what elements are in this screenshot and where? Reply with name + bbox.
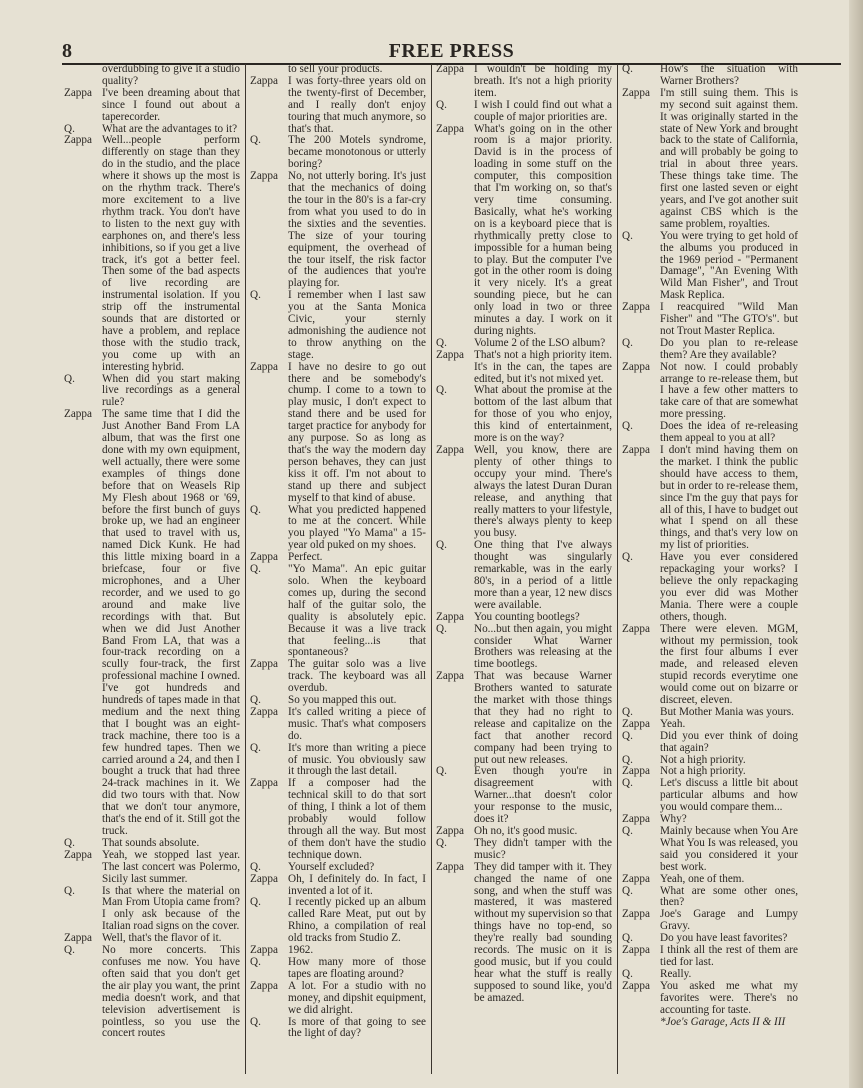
- speaker-label: Q.: [250, 955, 261, 968]
- speaker-label: Zappa: [436, 444, 464, 456]
- speaker-label: Q.: [622, 753, 633, 766]
- speaker-label: Zappa: [622, 979, 650, 992]
- interview-entry: [248, 505, 426, 553]
- interview-entry: [62, 945, 240, 1040]
- interview-entry: [434, 64, 612, 100]
- speaker-label: Q.: [622, 729, 633, 742]
- entry-text: It's more than writing a piece of music. You obviously saw it through the last detail.: [288, 741, 426, 778]
- interview-entry: [620, 231, 798, 302]
- interview-entry: [434, 624, 612, 672]
- speaker-label: [62, 64, 102, 88]
- entry-text: Is that where the material on Man From Utopia came from? I only ask because of the Italian road signs on the cover.: [102, 884, 240, 933]
- speaker-label: Zappa: [250, 944, 278, 957]
- entry-text: What about the promise at the bottom of the last album that for those of you who enjoy, this kind of entertainment, more is on the way?: [474, 384, 612, 445]
- entry-text: Yeah, we stopped last year. The last concert was Polermo, Sicily last summer.: [102, 848, 240, 885]
- speaker-label: Zappa: [64, 86, 92, 99]
- speaker-label: Q.: [436, 622, 447, 635]
- interview-entry: [620, 302, 798, 338]
- entry-text: I've been dreaming about that since I found out about a taperecorder.: [102, 86, 240, 123]
- speaker-label: Zappa: [250, 705, 278, 718]
- interview-entry: [248, 707, 426, 743]
- entry-text: Let's discuss a little bit about particular albums and how you would compare them...: [660, 777, 798, 814]
- interview-entry: [620, 88, 798, 231]
- entry-text: Not a high priority.: [660, 753, 746, 766]
- interview-entry: [434, 766, 612, 826]
- entry-text: When did you start making live recordings as a general rule?: [102, 372, 240, 409]
- speaker-label: Zappa: [622, 765, 650, 778]
- interview-entry: [620, 421, 798, 445]
- speaker-label: Q.: [622, 825, 633, 837]
- speaker-label: Q.: [622, 551, 633, 564]
- entry-text: The guitar solo was a live track. The keyboard was all overdub.: [288, 658, 426, 695]
- entry-text: A lot. For a studio with no money, and dipshit equipment, we did alright.: [288, 979, 426, 1016]
- interview-entry: [434, 124, 612, 338]
- interview-entry: [620, 362, 798, 422]
- speaker-label: Zappa: [436, 860, 464, 873]
- speaker-label: Q.: [64, 372, 75, 385]
- column-1: [62, 64, 240, 1074]
- column-2: [248, 64, 426, 1074]
- speaker-label: Q.: [250, 289, 261, 302]
- interview-entry: [62, 88, 240, 124]
- entry-text: Did you ever think of doing that again?: [660, 729, 798, 754]
- entry-text: Why?: [660, 813, 687, 826]
- entry-text: to sell your products.: [288, 64, 383, 75]
- speaker-label: Q.: [250, 563, 261, 576]
- interview-entry: [248, 290, 426, 361]
- interview-entry: [434, 338, 612, 350]
- entry-text: "Yo Mama". An epic guitar solo. When the keyboard comes up, during the second half of the guitar solo, the quality is absolutely epic. Because it was a live track that feeling...is that spontaneous?: [288, 563, 426, 659]
- speaker-label: Q.: [622, 777, 633, 790]
- interview-entry: [620, 552, 798, 623]
- interview-entry: [62, 409, 240, 838]
- speaker-label: Zappa: [250, 872, 278, 885]
- column-divider: [617, 64, 618, 1074]
- entry-text: Really.: [660, 967, 692, 980]
- footnote-text: *Joe's Garage, Acts II & III: [660, 1015, 786, 1028]
- speaker-label: Q.: [250, 741, 261, 754]
- interview-entry: [620, 778, 798, 814]
- interview-entry: [620, 719, 798, 731]
- entry-text: No more concerts. This confuses me now. You have often said that you don't get the air play you want, the print media doesn't work, and that television advertisement is pointless, so you use the concert routes: [102, 944, 240, 1040]
- interview-entry: [620, 945, 798, 969]
- entry-text: I wish I could find out what a couple of major priorities are.: [474, 98, 612, 123]
- interview-entry: [62, 135, 240, 373]
- speaker-label: Zappa: [436, 122, 464, 135]
- speaker-label: Q.: [622, 229, 633, 242]
- interview-entry: [248, 76, 426, 136]
- speaker-label: Q.: [622, 932, 633, 945]
- speaker-label: Q.: [250, 1015, 261, 1028]
- entry-text: I was forty-three years old on the twenty-first of December, and I really don't enjoy touring that much anymore, so that's that.: [288, 74, 426, 135]
- entry-text: That was because Warner Brothers wanted to saturate the market with those things that they had no right to release and capitalize on the fact that another record company had been trying to put out new releases.: [474, 670, 612, 766]
- page-number: 8: [62, 40, 72, 62]
- speaker-label: Zappa: [622, 444, 650, 456]
- speaker-label: Zappa: [622, 717, 650, 730]
- entry-text: Joe's Garage and Lumpy Gravy.: [660, 908, 798, 933]
- speaker-label: Q.: [250, 503, 261, 516]
- interview-entry: [62, 850, 240, 886]
- interview-entry: [434, 445, 612, 540]
- entry-text: No, not utterly boring. It's just that the mechanics of doing the tour in the 80's is a far-cry from what you used to do in the sixties and the seventies. The size of your touring equipment, the overhead of the tour itself, the risk factor of the audiences that you're playing for.: [288, 170, 426, 290]
- interview-entry: [434, 671, 612, 766]
- interview-entry: [620, 886, 798, 910]
- entry-text: I remember when I last saw you at the Santa Monica Civic, your sternly admonishing the audience not to throw anything on the stage.: [288, 289, 426, 361]
- interview-entry: [620, 338, 798, 362]
- entry-text: I recently picked up an album called Rare Meat, put out by Rhino, a compilation of real old tracks from Studio Z.: [288, 896, 426, 945]
- speaker-label: Zappa: [64, 134, 92, 147]
- interview-entry: [620, 445, 798, 552]
- entry-text: Not now. I could probably arrange to re-release them, but I have a few other matters to take care of that are somewhat more pressing.: [660, 360, 798, 421]
- speaker-label: Q.: [64, 836, 75, 849]
- article-columns: [62, 64, 842, 1074]
- speaker-label: Q.: [250, 896, 261, 909]
- entry-text: overdubbing to give it a studio quality?: [102, 64, 240, 87]
- interview-entry: [248, 362, 426, 505]
- interview-entry: [620, 1017, 798, 1029]
- speaker-label: Q.: [622, 967, 633, 980]
- column-divider: [245, 64, 246, 1074]
- entry-text: That's not a high priority item. It's in the can, the tapes are edited, but it's not mixed yet.: [474, 348, 612, 385]
- speaker-label: [620, 1017, 660, 1029]
- speaker-label: Zappa: [250, 979, 278, 992]
- speaker-label: Q.: [250, 860, 261, 873]
- entry-text: The same time that I did the Just Another Band From LA album, that was the first one done with my own equipment, well actually, there were some examples of things done before that on Weasels Rip My Flesh about 1968 or '69, before the first bunch of guys broke up, we had an engineer that used to travel with us, named Dick Kunk. He had this little mixing board in a briefcase, four or five microphones, and a Uher recorder, and we used to go around and make live recordings with that. But when we did Just Another Band From LA, that was a four-track recording on a scully four-track, the first professional machine I owned. I've got hundreds and hundreds of tapes made in that medium and the next thing that I bought was an eight-track machine, there too is a few hundred tapes. Then we carried around a 24, and then I bought a truck that had three 24-track machines in it. We did two tours with that. Now that we don't tour anymore, that's the end of it. Still got the truck.: [102, 408, 240, 837]
- entry-text: Volume 2 of the LSO album?: [474, 336, 606, 349]
- interview-entry: [62, 886, 240, 934]
- entry-text: One thing that I've always thought was singularly remarkable, was in the early 80's, in a period of a little more than a year, 12 new discs were available.: [474, 539, 612, 611]
- speaker-label: Q.: [436, 836, 447, 849]
- speaker-label: Zappa: [436, 348, 464, 361]
- interview-entry: [434, 862, 612, 1005]
- speaker-label: Zappa: [250, 360, 278, 373]
- entry-text: How many more of those tapes are floating around?: [288, 955, 426, 980]
- entry-text: If a composer had the technical skill to do that sort of thing, I think a lot of them probably would follow through all the way. But most of them don't have the studio technique down.: [288, 777, 426, 861]
- interview-entry: [248, 957, 426, 981]
- speaker-label: Q.: [436, 98, 447, 111]
- entry-text: The 200 Motels syndrome, became monotonous or utterly boring?: [288, 134, 426, 171]
- entry-text: That sounds absolute.: [102, 836, 200, 849]
- interview-entry: [248, 981, 426, 1017]
- entry-text: 1962.: [288, 944, 314, 957]
- speaker-label: Zappa: [622, 908, 650, 921]
- interview-entry: [248, 874, 426, 898]
- speaker-label: Zappa: [622, 872, 650, 885]
- speaker-label: Zappa: [64, 408, 92, 421]
- speaker-label: Zappa: [250, 777, 278, 790]
- speaker-label: Q.: [622, 420, 633, 433]
- interview-entry: [248, 659, 426, 695]
- interview-entry: [434, 838, 612, 862]
- entry-text: I reacquired "Wild Man Fisher" and "The GTO's". but not Trout Master Replica.: [660, 301, 798, 337]
- interview-entry: [620, 909, 798, 933]
- entry-text: Yourself excluded?: [288, 860, 375, 873]
- interview-entry: [434, 350, 612, 386]
- entry-text: It's called writing a piece of music. That's what composers do.: [288, 705, 426, 742]
- speaker-label: Q.: [436, 765, 447, 778]
- speaker-label: Q.: [436, 539, 447, 552]
- speaker-label: Zappa: [436, 670, 464, 683]
- interview-entry: [248, 135, 426, 171]
- entry-text: Well, you know, there are plenty of other things to occupy your mind. There's always the latest Duran Duran release, and anything that really matters to your lifestyle, there's always plenty to keep you busy.: [474, 444, 612, 540]
- entry-text: Well...people perform differently on stage than they do in the studio, and the place where it shows up the most is on the rhythm track. There's more excitement to a live rhythm track. You don't have to listen to the next guy with earphones on, and there's less inhibitions, so if you get a live track, it's got a better feel. Then some of the bad aspects of live recording are instrumental isolation. If you strip off the instrumental sounds that are distorted or have a problem, and replace those with the studio track, you come up with an interesting hybrid.: [102, 134, 240, 373]
- speaker-label: Q.: [64, 884, 75, 897]
- entry-text: No...but then again, you might consider What Warner Brothers was releasing at the time bootlegs.: [474, 622, 612, 671]
- entry-text: What's going on in the other room is a major priority. David is in the process of loading in some stuff on the computer, this composition that I'm working on, so that's very time consuming. Basically, what he's working on is a keyboard piece that is rhythmically pretty close to impossible for a human being to play. But the computer I've got in the other room is doing it very nicely. It's a great sounding piece, but he can only load in two or three minutes a day. I work on it during nights.: [474, 122, 612, 337]
- entry-text: But Mother Mania was yours.: [660, 705, 794, 718]
- entry-text: What you predicted happened to me at the concert. While you played "Yo Mama" a 15-year old puked on my shoes.: [288, 503, 426, 552]
- speaker-label: Zappa: [436, 610, 464, 623]
- interview-entry: [434, 385, 612, 445]
- entry-text: I have no desire to go out there and be somebody's chump. I come to a town to play music, I don't expect to stand there and be used for target practice for anybody for any purpose. So as long as that's the way the modern day person behaves, they can just kiss it off. I'm not about to stand up there and subject myself to that kind of abuse.: [288, 360, 426, 504]
- entry-text: Oh, I definitely do. In fact, I invented a lot of it.: [288, 872, 426, 897]
- entry-text: Not a high priority.: [660, 765, 746, 778]
- interview-entry: [248, 171, 426, 290]
- interview-entry: [620, 731, 798, 755]
- speaker-label: Zappa: [250, 74, 278, 87]
- interview-entry: [248, 778, 426, 861]
- speaker-label: Q.: [436, 384, 447, 397]
- entry-text: There were eleven. MGM, without my permission, took the first four albums I ever made, and released eleven stupid records everytime one would come out on bizarre or discreet, eleven.: [660, 622, 798, 707]
- page-header: [62, 40, 841, 64]
- publication-title: FREE PRESS: [388, 40, 515, 62]
- entry-text: They didn't tamper with the music?: [474, 836, 612, 861]
- entry-text: Does the idea of re-releasing them appeal to you at all?: [660, 420, 798, 445]
- entry-text: I wouldn't be holding my breath. It's not a high priority item.: [474, 64, 612, 99]
- speaker-label: Q.: [250, 694, 261, 707]
- interview-entry: [434, 612, 612, 624]
- entry-text: Oh no, it's good music.: [474, 825, 578, 837]
- speaker-label: Zappa: [622, 301, 650, 314]
- interview-entry: [434, 100, 612, 124]
- entry-text: You counting bootlegs?: [474, 610, 580, 623]
- speaker-label: Zappa: [64, 932, 92, 945]
- entry-text: They did tamper with it. They changed the name of one song, and when the stuff was mastered, it was mastered without my supervision so that things have no top-end, so they're really bad sounding records. The music on it is good music, but if you could hear what the stuff is really supposed to sound like, you'd be amazed.: [474, 860, 612, 1004]
- speaker-label: Q.: [622, 884, 633, 897]
- interview-entry: [620, 826, 798, 874]
- speaker-label: Zappa: [622, 622, 650, 635]
- speaker-label: Zappa: [622, 813, 650, 826]
- speaker-label: Zappa: [250, 170, 278, 183]
- interview-entry: [248, 743, 426, 779]
- entry-text: You were trying to get hold of the albums you produced in the 1969 period - "Permanent Damage", "An Evening With Wild Man Fisher", and Trout Mask Replica.: [660, 229, 798, 302]
- scan-edge: [849, 0, 863, 1088]
- interview-entry: [434, 540, 612, 611]
- interview-entry: [62, 374, 240, 410]
- interview-entry: [248, 564, 426, 659]
- entry-text: I don't mind having them on the market. I think the public should have access to them, but in order to re-release them, since I'm the guy that pays for all of this, I have to budget out what I spend on all these things, and that's very low on my list of priorities.: [660, 444, 798, 552]
- column-3: [434, 64, 612, 1074]
- speaker-label: Zappa: [250, 658, 278, 671]
- interview-entry: [620, 64, 798, 88]
- speaker-label: Q.: [64, 122, 75, 135]
- speaker-label: Q.: [622, 64, 633, 75]
- entry-text: Even though you're in disagreement with Warner...that doesn't color your response to the music, does it?: [474, 765, 612, 826]
- interview-entry: [620, 969, 798, 981]
- speaker-label: Q.: [64, 944, 75, 957]
- entry-text: You asked me what my favorites were. There's no accounting for taste.: [660, 979, 798, 1016]
- speaker-label: Q.: [622, 705, 633, 718]
- entry-text: I think all the rest of them are tied for last.: [660, 944, 798, 968]
- entry-text: Perfect.: [288, 551, 323, 564]
- speaker-label: Q.: [250, 134, 261, 147]
- speaker-label: Zappa: [250, 551, 278, 564]
- entry-text: Do you plan to re-release them? Are they available?: [660, 336, 798, 361]
- interview-entry: [248, 897, 426, 945]
- interview-entry: [620, 874, 798, 886]
- interview-entry: [620, 624, 798, 707]
- column-divider: [431, 64, 432, 1074]
- entry-text: Is more of that going to see the light of day?: [288, 1015, 426, 1040]
- entry-text: Yeah, one of them.: [660, 872, 745, 885]
- entry-text: Have you ever considered repackaging your works? I believe the only repackaging you ever did was Mother Mania. There were a couple others, though.: [660, 551, 798, 623]
- interview-entry: [620, 981, 798, 1017]
- speaker-label: Zappa: [436, 64, 464, 75]
- entry-text: So you mapped this out.: [288, 694, 397, 707]
- entry-text: What are some other ones, then?: [660, 884, 798, 909]
- speaker-label: Q.: [622, 336, 633, 349]
- entry-text: Well, that's the flavor of it.: [102, 932, 222, 945]
- entry-text: How's the situation with Warner Brothers?: [660, 64, 798, 87]
- entry-text: Do you have least favorites?: [660, 932, 788, 945]
- entry-text: What are the advantages to it?: [102, 122, 238, 135]
- interview-entry: [248, 1017, 426, 1041]
- entry-text: I'm still suing them. This is my second suit against them. It was originally started in the state of New York and brought back to the state of California, and will probably be going to trial in about three years. These things take time. The first one lasted seven or eight years, and I've got another suit against CBS which is the same problem, royalties.: [660, 86, 798, 230]
- speaker-label: Zappa: [64, 848, 92, 861]
- interview-entry: [62, 64, 240, 88]
- speaker-label: Zappa: [622, 944, 650, 957]
- speaker-label: Zappa: [622, 360, 650, 373]
- entry-text: Yeah.: [660, 717, 686, 730]
- entry-text: Mainly because when You Are What You Is was released, you said you considered it your best work.: [660, 825, 798, 873]
- column-4: [620, 64, 798, 1074]
- speaker-label: Zappa: [622, 86, 650, 99]
- speaker-label: Zappa: [436, 825, 464, 837]
- speaker-label: Q.: [436, 336, 447, 349]
- interview-entry: [248, 862, 426, 874]
